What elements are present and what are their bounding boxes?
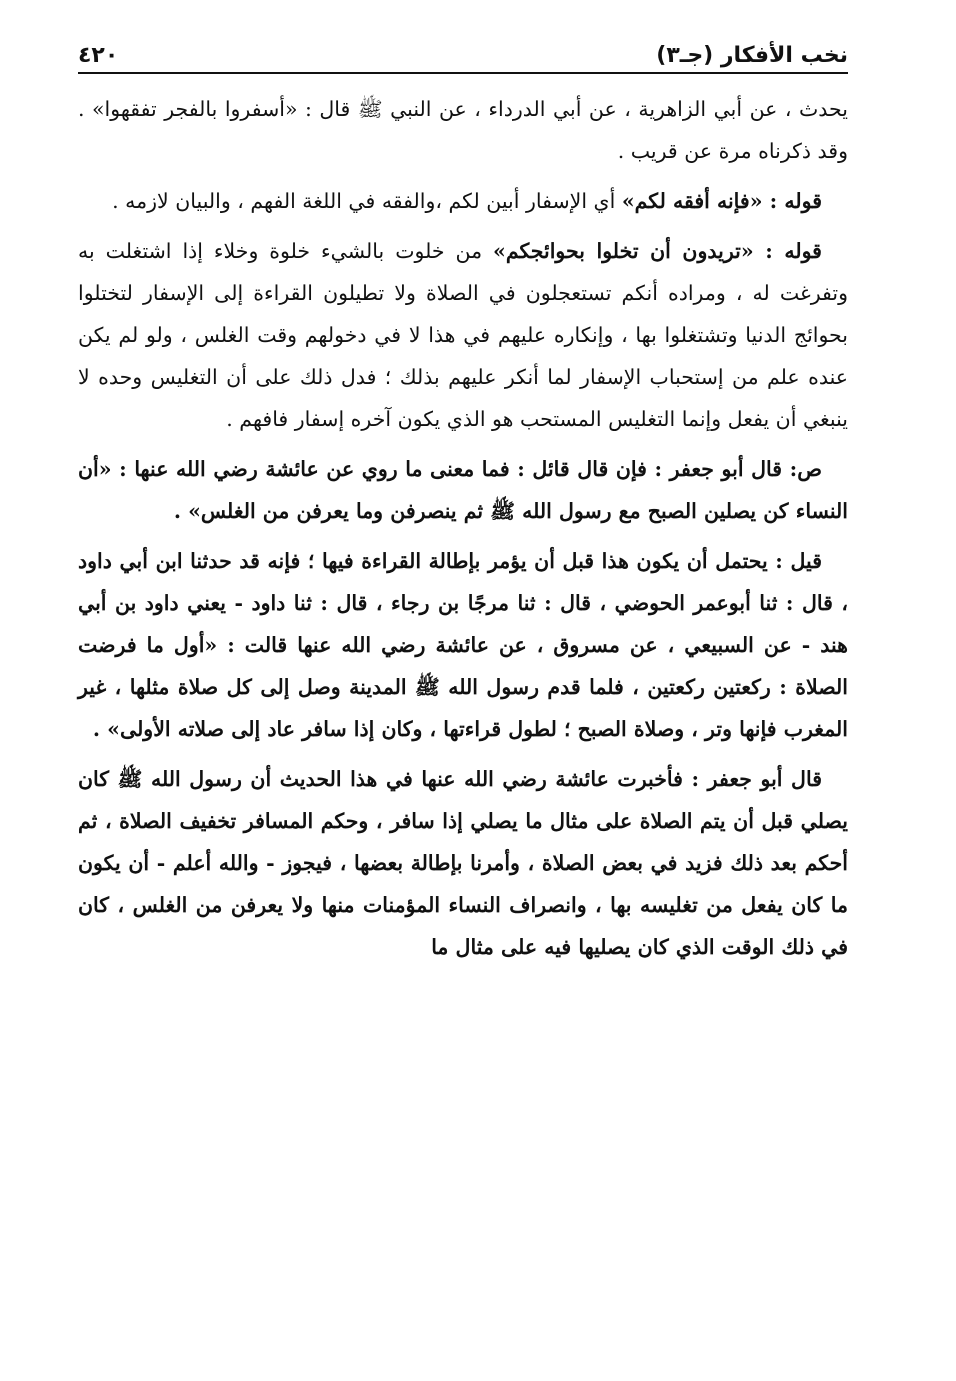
text-segment: من خلوت بالشيء خلوة وخلاء إذا اشتغلت به وتفرغت له ، ومراده أنكم تستعجلون في الصلاة ولا تطيلون القراءة إلى الإسفار لتختلوا بحوائج الدنيا وتشتغلوا بها ، وإنكاره عليهم في هذا لا في دخولهم وقت الغلس ، ولو لم يكن عنده علم من إستحباب الإسفار لما أنكر عليهم بذلك ؛ فدل ذلك على أن التغليس وحده لا ينبغي أن يفعل وإنما التغليس المستحب هو الذي يكون آخره إسفار فافهم .: [78, 239, 848, 431]
matn-text: ص: قال أبو جعفر : فإن قال قائل : فما معنى ما روي عن عائشة رضي الله عنها : «أن النساء كن يصلين الصبح مع رسول الله ﷺ ثم ينصرفن وما يعرفن من الغلس» .: [78, 457, 848, 523]
paragraph: [78, 540, 848, 750]
commentary-lemma: قوله : «تريدون أن تخلوا بحوائجكم»: [493, 239, 822, 263]
page-number: ٤٢٠: [78, 43, 119, 68]
paragraph: [78, 758, 848, 968]
body-text: [78, 88, 848, 968]
running-title: نخب الأفكار (جـ٣): [656, 43, 848, 68]
text-segment: أي الإسفار أبين لكم ،والفقه في اللغة الفهم ، والبيان لازمه .: [112, 189, 622, 213]
matn-text: قيل : يحتمل أن يكون هذا قبل أن يؤمر بإطالة القراءة فيها ؛ فإنه قد حدثنا ابن أبي داود ، قال : ثنا أبوعمر الحوضي ، قال : ثنا مرجًا بن رجاء ، قال : ثنا داود - يعني داود بن أبي هند - عن السبيعي ، عن مسروق ، عن عائشة رضي الله عنها قالت : «أول ما فرضت الصلاة : ركعتين ركعتين ، فلما قدم رسول الله ﷺ المدينة وصل إلى كل صلاة مثلها ، غير المغرب فإنها وتر ، وصلاة الصبح ؛ لطول قراءتها ، وكان إذا سافر عاد إلى صلاته الأولى» .: [78, 549, 848, 741]
document-page: [78, 28, 848, 1361]
paragraph: [78, 88, 848, 172]
commentary-lemma: قوله : «فإنه أفقه لكم»: [621, 189, 822, 213]
page-header: [78, 28, 848, 74]
paragraph: [78, 180, 848, 222]
text-segment: يحدث ، عن أبي الزاهرية ، عن أبي الدرداء ، عن النبي ﷺ قال : «أسفروا بالفجر تفقهوا» . وقد ذكرناه مرة عن قريب .: [78, 97, 848, 163]
matn-text: قال أبو جعفر : فأخبرت عائشة رضي الله عنها في هذا الحديث أن رسول الله ﷺ كان يصلي قبل أن يتم الصلاة على مثال ما يصلي إذا سافر ، وحكم المسافر تخفيف الصلاة ، ثم أحكم بعد ذلك فزيد في بعض الصلاة ، وأمرنا بإطالة بعضها ، فيجوز - والله أعلم - أن يكون ما كان يفعل من تغليسه بها ، وانصراف النساء المؤمنات منها ولا يعرفن من الغلس ، كان في ذلك الوقت الذي كان يصليها فيه على مثال ما: [78, 767, 848, 959]
paragraph: [78, 230, 848, 440]
paragraph: [78, 448, 848, 532]
